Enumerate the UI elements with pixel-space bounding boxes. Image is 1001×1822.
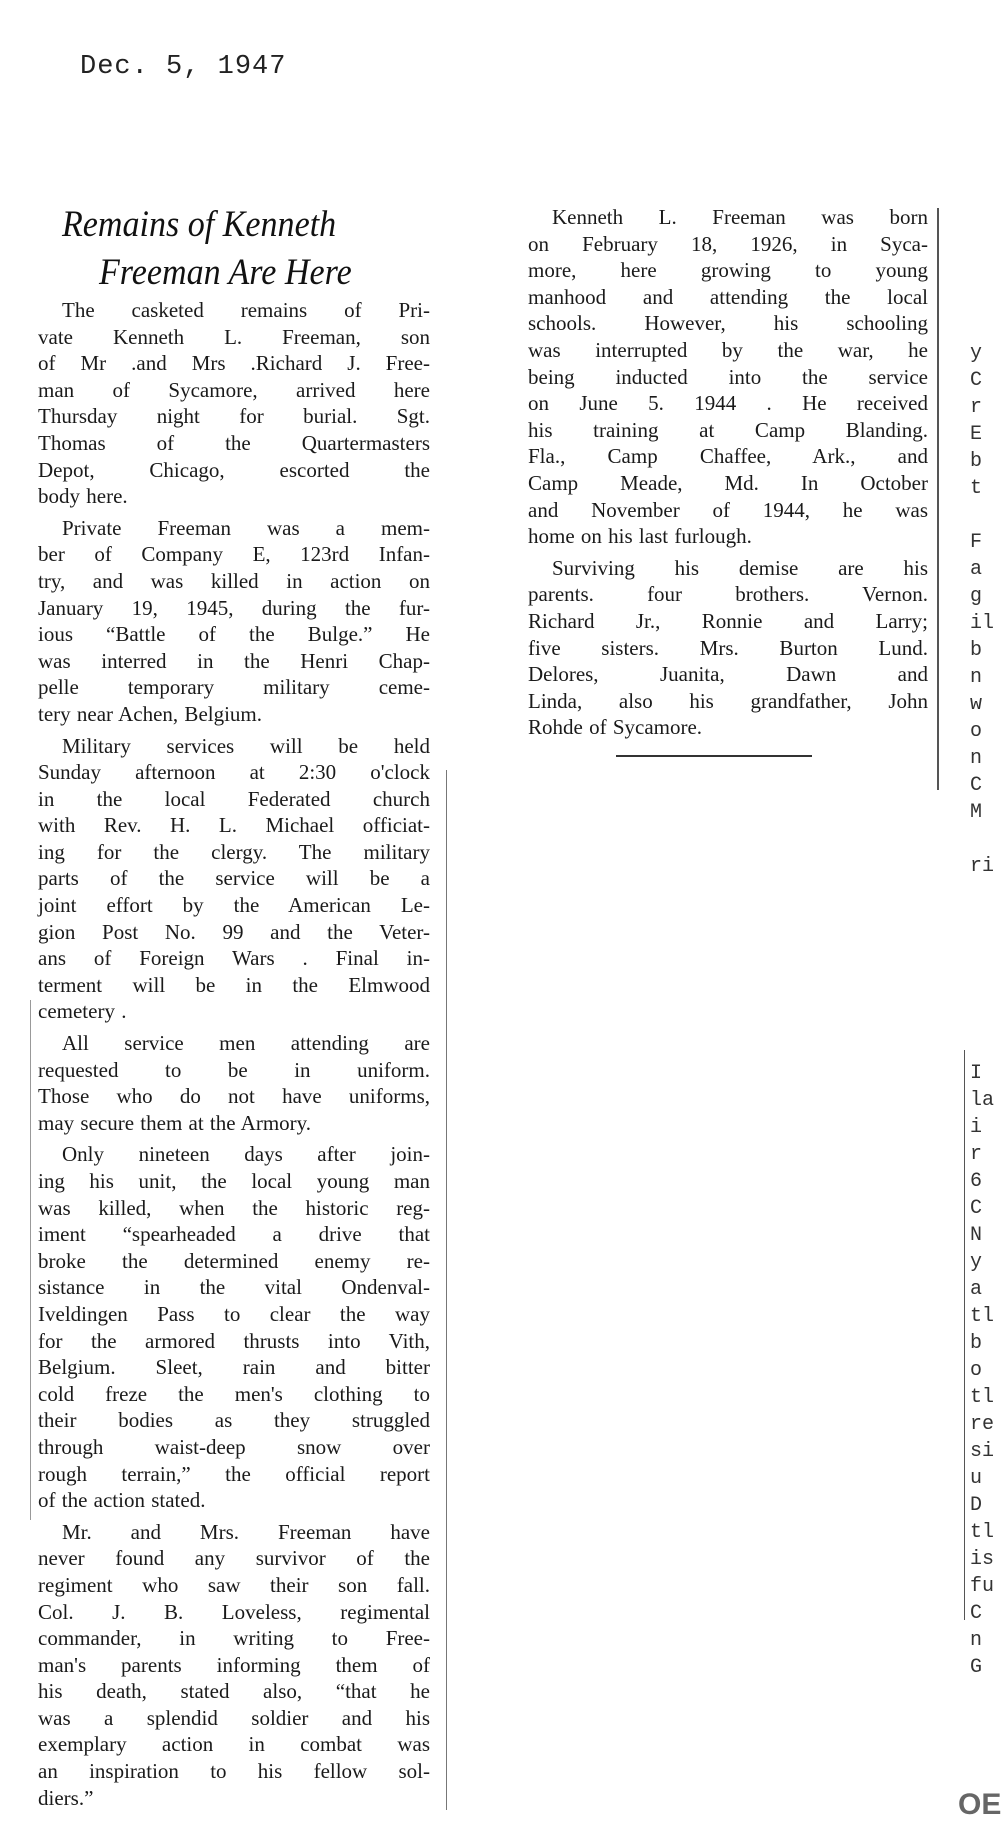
text-line: home on his last furlough.: [528, 524, 752, 549]
text-line: their bodies as they struggled: [38, 1408, 430, 1433]
text-line: Only nineteen days after join-: [62, 1142, 430, 1167]
text-line: commander, in writing to Free-: [38, 1626, 430, 1651]
paragraph: [38, 1519, 430, 1812]
text-line: rough terrain,” the official report: [38, 1461, 430, 1486]
text-line: on June 5. 1944 . He received: [528, 391, 928, 416]
text-line: Military services will be held: [62, 733, 430, 758]
fragment-line: [970, 502, 994, 529]
text-line: manhood and attending the local: [528, 284, 928, 309]
text-line: tery near Achen, Belgium.: [38, 701, 263, 726]
text-line: ing for the clergy. The military: [38, 839, 430, 864]
fragment-line: [970, 826, 994, 853]
paragraph: [38, 1030, 430, 1136]
column-1-left-rule: [30, 1000, 31, 1520]
text-line: Surviving his demise are his: [552, 555, 928, 580]
fragment-line: N: [970, 1224, 983, 1247]
fragment-line: is: [970, 1548, 995, 1571]
text-line: joint effort by the American Le-: [38, 893, 430, 918]
fragment-line: n: [970, 666, 983, 689]
text-line: his death, stated also, “that he: [38, 1679, 430, 1704]
fragment-line: tl: [970, 1386, 995, 1409]
text-line: of Mr .and Mrs .Richard J. Free-: [38, 351, 430, 376]
text-line: in the local Federated church: [38, 786, 430, 811]
text-line: pelle temporary military ceme-: [38, 675, 430, 700]
article-column-2: [528, 204, 928, 746]
paragraph: [528, 204, 928, 550]
text-line: Camp Meade, Md. In October: [528, 470, 928, 495]
text-line: more, here growing to young: [528, 258, 928, 283]
fragment-line: t: [970, 477, 983, 500]
paragraph: [38, 1141, 430, 1513]
fragment-line: b: [970, 1332, 983, 1355]
text-line: ious “Battle of the Bulge.” He: [38, 622, 430, 647]
text-line: through waist-deep snow over: [38, 1434, 430, 1459]
text-line: Linda, also his grandfather, John: [528, 688, 928, 713]
text-line: on February 18, 1926, in Syca-: [528, 231, 928, 256]
text-line: cemetery .: [38, 999, 127, 1024]
text-line: broke the determined enemy re-: [38, 1248, 430, 1273]
text-line: Depot, Chicago, escorted the: [38, 457, 430, 482]
text-line: for the armored thrusts into Vith,: [38, 1328, 430, 1353]
fragment-line: tl: [970, 1305, 995, 1328]
fragment-line: C: [970, 1602, 983, 1625]
fragment-line: 6: [970, 1170, 983, 1193]
paragraph: [528, 555, 928, 741]
fragment-line: g: [970, 585, 983, 608]
text-line: Thomas of the Quartermasters: [38, 430, 430, 455]
paragraph: [38, 297, 430, 510]
fragment-line: re: [970, 1413, 995, 1436]
text-line: Kenneth L. Freeman was born: [552, 205, 928, 229]
text-line: never found any survivor of the: [38, 1546, 430, 1571]
fragment-line: D: [970, 1494, 983, 1517]
fragment-line: r: [970, 396, 983, 419]
text-line: ing his unit, the local young man: [38, 1169, 430, 1193]
text-line: Iveldingen Pass to clear the way: [38, 1301, 430, 1326]
column-1-rule: [446, 770, 447, 1810]
fragment-line: I: [970, 1062, 983, 1085]
text-line: Sunday afternoon at 2:30 o'clock: [38, 760, 430, 785]
headline-line-1: Remains of Kenneth: [62, 204, 337, 245]
fragment-line: b: [970, 639, 983, 662]
adjacent-article-fragment-bottom: [970, 1060, 994, 1681]
text-line: body here.: [38, 484, 128, 509]
text-line: his training at Camp Blanding.: [528, 417, 928, 442]
text-line: was interrupted by the war, he: [528, 337, 928, 362]
fragment-line: ri: [970, 855, 995, 878]
fragment-line: si: [970, 1440, 995, 1463]
right-column-rule: [964, 1050, 965, 1620]
fragment-line: n: [970, 1629, 983, 1652]
text-line: being inducted into the service: [528, 364, 928, 389]
text-line: Those who do not have uniforms,: [38, 1084, 430, 1109]
text-line: may secure them at the Armory.: [38, 1110, 312, 1135]
fragment-line: F: [970, 531, 983, 554]
text-line: vate Kenneth L. Freeman, son: [38, 324, 430, 349]
text-line: Rohde of Sycamore.: [528, 715, 703, 740]
fragment-line: o: [970, 1359, 983, 1382]
adjacent-article-fragment-top: [970, 340, 994, 880]
text-line: exemplary action in combat was: [38, 1732, 430, 1757]
text-line: schools. However, his schooling: [528, 311, 928, 336]
text-line: of the action stated.: [38, 1488, 206, 1513]
text-line: cold freze the men's clothing to: [38, 1381, 430, 1406]
fragment-line: y: [970, 342, 983, 365]
fragment-line: b: [970, 450, 983, 473]
text-line: an inspiration to his fellow sol-: [38, 1759, 430, 1784]
text-line: Thursday night for burial. Sgt.: [38, 404, 430, 429]
fragment-line: C: [970, 774, 983, 797]
text-line: iment “spearheaded a drive that: [38, 1222, 430, 1247]
text-line: Mr. and Mrs. Freeman have: [62, 1519, 430, 1544]
text-line: requested to be in uniform.: [38, 1057, 430, 1082]
text-line: with Rev. H. L. Michael officiat-: [38, 813, 430, 838]
fragment-line: w: [970, 693, 983, 716]
text-line: man's parents informing them of: [38, 1652, 430, 1677]
text-line: regiment who saw their son fall.: [38, 1572, 430, 1597]
text-line: was interred in the Henri Chap-: [38, 648, 430, 673]
text-line: parts of the service will be a: [38, 866, 430, 891]
headline-line-2: Freeman Are Here: [99, 252, 352, 293]
fragment-line: M: [970, 801, 983, 824]
text-line: All service men attending are: [62, 1031, 430, 1056]
article-column-1: [38, 297, 430, 1816]
fragment-line: la: [970, 1089, 995, 1112]
text-line: The casketed remains of Pri-: [62, 298, 430, 322]
text-line: January 19, 1945, during the fur-: [38, 595, 430, 620]
fragment-line: r: [970, 1143, 983, 1166]
text-line: was killed, when the historic reg-: [38, 1195, 430, 1220]
text-line: Richard Jr., Ronnie and Larry;: [528, 608, 928, 633]
text-line: Fla., Camp Chaffee, Ark., and: [528, 444, 928, 469]
text-line: and November of 1944, he was: [528, 497, 928, 522]
text-line: Belgium. Sleet, rain and bitter: [38, 1355, 430, 1380]
fragment-line: tl: [970, 1521, 995, 1544]
paragraph: [38, 733, 430, 1026]
fragment-line: C: [970, 369, 983, 392]
fragment-line: a: [970, 558, 983, 581]
text-line: gion Post No. 99 and the Veter-: [38, 919, 430, 944]
fragment-line: C: [970, 1197, 983, 1220]
fragment-line: E: [970, 423, 983, 446]
fragment-line: il: [970, 612, 995, 635]
fragment-line: o: [970, 720, 983, 743]
fragment-line: fu: [970, 1575, 995, 1598]
text-line: terment will be in the Elmwood: [38, 972, 430, 997]
date-line: Dec. 5, 1947: [80, 52, 287, 82]
fragment-line: n: [970, 747, 983, 770]
fragment-line: y: [970, 1251, 983, 1274]
text-line: five sisters. Mrs. Burton Lund.: [528, 635, 928, 660]
text-line: Private Freeman was a mem-: [62, 515, 430, 540]
article-end-rule: [616, 755, 812, 757]
text-line: ans of Foreign Wars . Final in-: [38, 946, 430, 971]
fragment-line: i: [970, 1116, 983, 1139]
text-line: parents. four brothers. Vernon.: [528, 582, 928, 607]
fragment-line: a: [970, 1278, 983, 1301]
text-line: Col. J. B. Loveless, regimental: [38, 1599, 430, 1624]
fragment-line: G: [970, 1656, 983, 1679]
column-2-rule: [937, 208, 939, 790]
paragraph: [38, 515, 430, 728]
text-line: diers.”: [38, 1785, 94, 1810]
fragment-line: u: [970, 1467, 983, 1490]
text-line: was a splendid soldier and his: [38, 1705, 430, 1730]
corner-fragment: OE: [958, 1788, 1001, 1821]
text-line: sistance in the vital Ondenval-: [38, 1275, 430, 1300]
text-line: man of Sycamore, arrived here: [38, 377, 430, 402]
text-line: ber of Company E, 123rd Infan-: [38, 542, 430, 567]
text-line: Delores, Juanita, Dawn and: [528, 662, 928, 687]
text-line: try, and was killed in action on: [38, 568, 430, 593]
